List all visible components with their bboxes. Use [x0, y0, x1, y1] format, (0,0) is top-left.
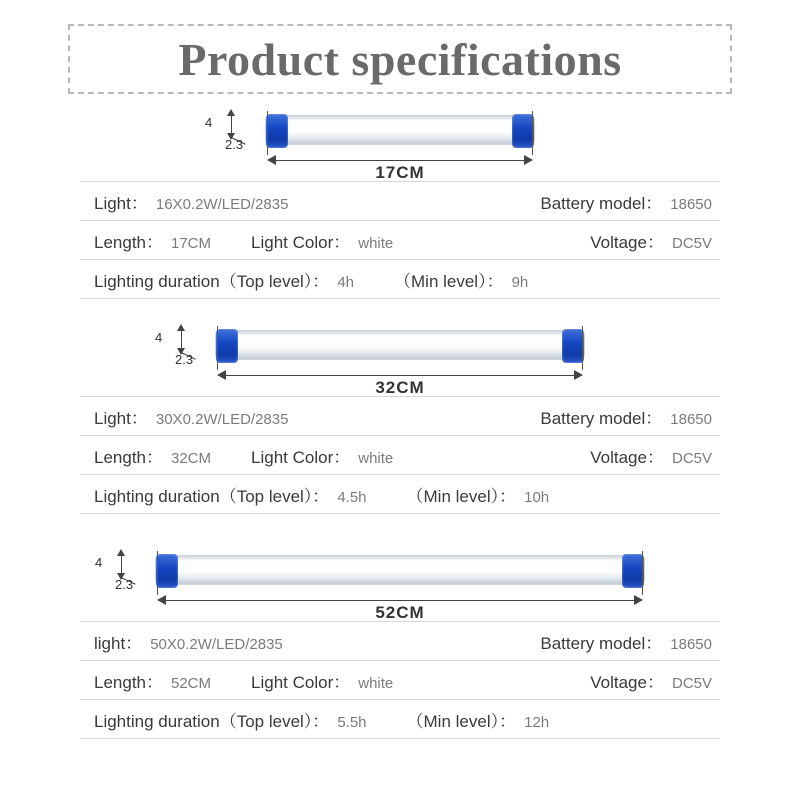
tube-end-cap-right — [512, 114, 534, 148]
spec-cell-light-color — [251, 443, 393, 468]
table-row — [80, 181, 720, 221]
dimension-height-label: 4 — [205, 115, 213, 130]
spec-cell-voltage — [590, 228, 720, 253]
spec-label: Battery model： — [540, 193, 663, 213]
spec-value: 30X0.2W/LED/2835 — [155, 410, 289, 428]
table-row — [80, 221, 720, 260]
spec-label: Light： — [94, 193, 148, 213]
spec-label: Light Color： — [251, 672, 351, 692]
table-row — [80, 396, 720, 436]
spec-value: DC5V — [671, 449, 712, 467]
table-row — [80, 700, 720, 739]
spec-label: Length： — [94, 232, 163, 252]
spec-cell-light — [80, 629, 283, 654]
dimension-depth-label: 2.3 — [225, 137, 244, 152]
spec-label: Lighting duration（Top level）： — [94, 711, 330, 731]
cross-section-dimensions — [203, 109, 263, 155]
tube-end-cap-right — [562, 329, 584, 363]
table-row — [80, 260, 720, 299]
spec-value: 18650 — [670, 195, 712, 213]
spec-value: 4h — [337, 273, 354, 291]
spec-value: 32CM — [171, 449, 212, 467]
spec-label: Length： — [94, 672, 163, 692]
spec-cell-length — [80, 228, 211, 253]
spec-cell-length — [80, 443, 211, 468]
spec-value: 10h — [524, 488, 550, 506]
dimension-depth-label: 2.3 — [115, 577, 134, 592]
spec-table — [80, 396, 720, 514]
spec-cell-lighting-duration-top — [80, 707, 367, 732]
spec-value: 12h — [524, 713, 550, 731]
table-row — [80, 621, 720, 661]
spec-value: white — [358, 674, 394, 692]
spec-value: 50X0.2W/LED/2835 — [150, 635, 283, 653]
spec-cell-lighting-duration-min — [394, 267, 528, 292]
spec-cell-lighting-duration-min — [407, 707, 550, 732]
spec-table — [80, 621, 720, 739]
spec-cell-battery-model — [540, 629, 720, 654]
spec-label: Voltage： — [590, 672, 664, 692]
spec-value: 18650 — [670, 410, 712, 428]
spec-label: Voltage： — [590, 232, 664, 252]
spec-label: Battery model： — [540, 633, 663, 653]
tube-end-cap-left — [266, 114, 288, 148]
spec-label: Lighting duration（Top level）： — [94, 486, 330, 506]
spec-label: （Min level）： — [406, 486, 517, 506]
dimension-height-label: 4 — [155, 330, 163, 345]
spec-table — [80, 181, 720, 299]
spec-label: Lighting duration（Top level）： — [94, 271, 330, 291]
spec-value: 9h — [511, 273, 529, 291]
spec-label: Length： — [94, 447, 163, 467]
spec-label: （Min level）： — [406, 711, 517, 731]
spec-value: 16X0.2W/LED/2835 — [155, 195, 289, 213]
title-box — [68, 24, 732, 94]
page-title: Product specifications — [178, 33, 622, 85]
spec-value: DC5V — [671, 234, 712, 252]
length-dimension-label: 32CM — [375, 378, 425, 397]
table-row — [80, 436, 720, 475]
tube-end-cap-right — [622, 554, 644, 588]
length-dimension-label: 17CM — [375, 163, 425, 182]
dimension-height-label: 4 — [95, 555, 103, 570]
table-row — [80, 475, 720, 514]
led-tube-body — [265, 115, 535, 145]
cross-section-dimensions — [153, 324, 213, 370]
spec-cell-lighting-duration-min — [407, 482, 550, 507]
product-spec-block — [0, 320, 800, 514]
led-tube-body — [155, 555, 645, 585]
product-spec-block — [0, 105, 800, 299]
spec-label: Battery model： — [540, 408, 663, 428]
spec-cell-light — [80, 404, 288, 429]
spec-cell-lighting-duration-top — [80, 267, 354, 292]
spec-value: 4.5h — [337, 488, 367, 506]
spec-cell-lighting-duration-top — [80, 482, 367, 507]
product-illustration — [95, 545, 645, 622]
table-row — [80, 661, 720, 700]
spec-value: 5.5h — [337, 713, 367, 731]
spec-label: Voltage： — [590, 447, 664, 467]
led-tube-body — [215, 330, 585, 360]
spec-cell-light-color — [251, 668, 393, 693]
spec-cell-voltage — [590, 443, 720, 468]
spec-value: 18650 — [670, 635, 712, 653]
spec-cell-battery-model — [540, 404, 720, 429]
spec-value: white — [358, 449, 394, 467]
spec-cell-light — [80, 189, 288, 214]
spec-cell-battery-model — [540, 189, 720, 214]
spec-value: white — [358, 234, 394, 252]
spec-value: 52CM — [171, 674, 212, 692]
spec-label: Light： — [94, 408, 148, 428]
spec-cell-light-color — [251, 228, 393, 253]
product-illustration — [155, 320, 585, 397]
dimension-depth-label: 2.3 — [175, 352, 194, 367]
product-illustration — [205, 105, 535, 182]
spec-label: Light Color： — [251, 447, 351, 467]
spec-label: light： — [94, 633, 143, 653]
spec-label: Light Color： — [251, 232, 351, 252]
spec-cell-length — [80, 668, 211, 693]
tube-end-cap-left — [156, 554, 178, 588]
spec-label: （Min level）： — [394, 271, 504, 291]
spec-value: 17CM — [171, 234, 212, 252]
cross-section-dimensions — [93, 549, 153, 595]
tube-end-cap-left — [216, 329, 238, 363]
product-spec-block — [0, 545, 800, 739]
spec-value: DC5V — [671, 674, 712, 692]
spec-cell-voltage — [590, 668, 720, 693]
length-dimension-label: 52CM — [375, 603, 425, 622]
